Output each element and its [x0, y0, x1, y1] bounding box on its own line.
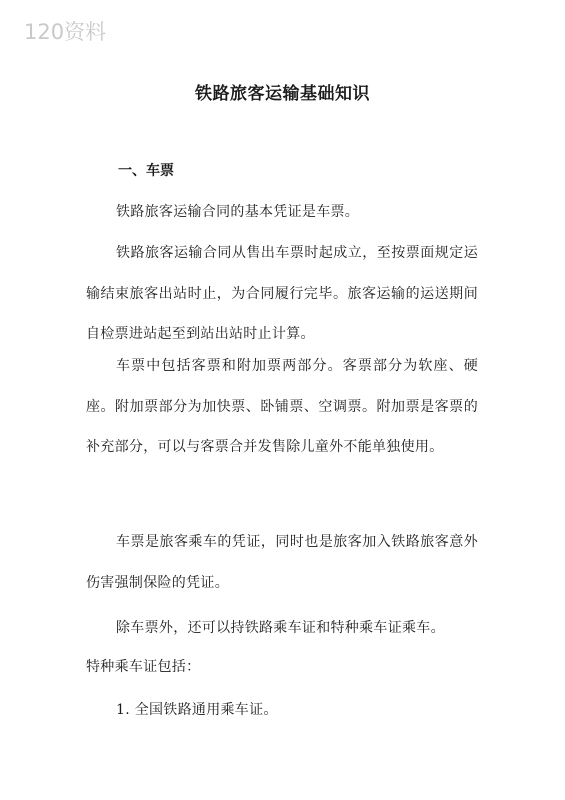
paragraph: 特种乘车证包括： — [86, 659, 201, 675]
paragraph: 铁路旅客运输合同的基本凭证是车票。 — [116, 204, 360, 220]
section-heading: 一、车票 — [118, 163, 174, 179]
paragraph: 铁路旅客运输合同从售出车票时起成立，至按票面规定运输结束旅客出站时止，为合同履行完毕。旅客运输的运送期间自检票进站起至到站出站时止计算。 — [86, 245, 478, 343]
watermark-logo: 120资料 — [24, 20, 107, 44]
paragraph: 车票中包括客票和附加票两部分。客票部分为软座、硬座。附加票部分为加快票、卧铺票、空调票。附加票是客票的补充部分，可以与客票合并发售除儿童外不能单独使用。 — [86, 358, 478, 456]
paragraph: 除车票外，还可以持铁路乘车证和特种乘车证乘车。 — [116, 620, 445, 636]
paragraph: 车票是旅客乘车的凭证，同时也是旅客加入铁路旅客意外伤害强制保险的凭证。 — [86, 534, 478, 591]
list-item: 1. 全国铁路通用乘车证。 — [116, 702, 278, 718]
document-title: 铁路旅客运输基础知识 — [195, 84, 370, 104]
